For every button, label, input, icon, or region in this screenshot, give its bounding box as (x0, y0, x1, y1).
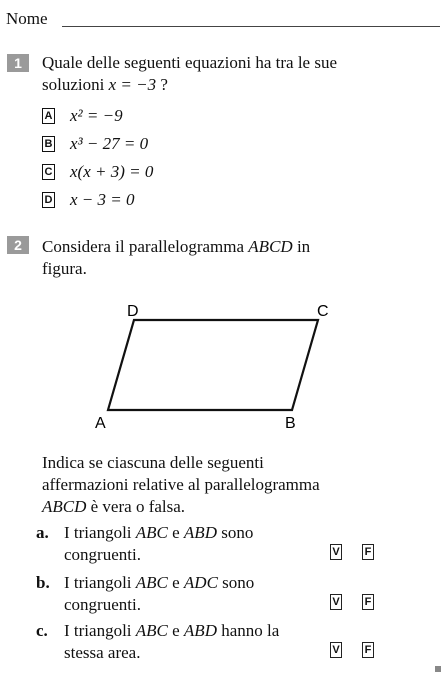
statement-b-connector: e (167, 573, 184, 592)
vertex-label-b: B (285, 415, 296, 432)
statement-b-false-checkbox[interactable]: F (362, 594, 374, 610)
statement-c-letter: c. (36, 621, 48, 640)
statement-c-triangle-2: ABD (183, 621, 217, 640)
statement-c-verb: hanno la (216, 621, 280, 640)
question-2-line-1 (42, 236, 437, 258)
option-b-equation: x³ − 27 = 0 (70, 134, 149, 153)
question-2-prefix: Considera il parallelogramma (42, 237, 249, 256)
statement-a-line-1 (64, 522, 324, 544)
question-1-text (42, 52, 437, 96)
option-c-equation: x(x + 3) = 0 (70, 162, 154, 181)
question-2-text (42, 236, 437, 280)
option-b-badge[interactable]: B (42, 136, 55, 152)
instructions-line-3 (42, 496, 437, 518)
statement-b-intro: I triangoli (64, 573, 136, 592)
vertex-label-a: A (95, 415, 106, 432)
statement-b-triangle-2: ADC (183, 573, 218, 592)
statement-b-text (64, 572, 324, 616)
question-2-suffix: in (292, 237, 311, 256)
statement-c-triangle-1: ABC (135, 621, 168, 640)
instructions (42, 452, 437, 518)
statement-a-text (64, 522, 324, 566)
instructions-line-1: Indica se ciascuna delle seguenti (42, 453, 264, 472)
option-d-badge[interactable]: D (42, 192, 55, 208)
question-1-solution: x = −3 (108, 75, 157, 94)
question-2-shape-name: ABCD (248, 237, 293, 256)
question-1-suffix: ? (156, 75, 168, 94)
statement-a-connector: e (167, 523, 184, 542)
vertex-label-c: C (317, 303, 329, 320)
option-c-badge[interactable]: C (42, 164, 55, 180)
vertex-label-d: D (127, 303, 139, 320)
statement-b-triangle-1: ABC (135, 573, 168, 592)
statement-a-intro: I triangoli (64, 523, 136, 542)
question-1-prefix: soluzioni (42, 75, 109, 94)
question-1-line-2 (42, 74, 437, 96)
question-1-number: 1 (7, 54, 29, 72)
parallelogram-figure (80, 292, 350, 442)
statement-c-false-checkbox[interactable]: F (362, 642, 374, 658)
statement-c-line-2: stessa area. (64, 643, 141, 662)
statement-a-line-2: congruenti. (64, 545, 141, 564)
name-line[interactable] (62, 26, 440, 27)
option-a-equation: x² = −9 (70, 106, 123, 125)
statement-a-verb: sono (216, 523, 254, 542)
option-d-equation: x − 3 = 0 (70, 190, 135, 209)
instructions-line-2: affermazioni relative al parallelogramma (42, 475, 320, 494)
statement-b-letter: b. (36, 573, 50, 592)
parallelogram-shape (108, 320, 318, 410)
name-label: Nome (6, 9, 48, 28)
statement-a-letter: a. (36, 523, 49, 542)
statement-b-line-1 (64, 572, 324, 594)
statement-c-connector: e (167, 621, 184, 640)
statement-c-true-checkbox[interactable]: V (330, 642, 342, 658)
option-a-badge[interactable]: A (42, 108, 55, 124)
statement-b-verb: sono (217, 573, 255, 592)
end-marker (435, 666, 441, 672)
statement-b-line-2: congruenti. (64, 595, 141, 614)
question-1-line-1: Quale delle seguenti equazioni ha tra le sue (42, 53, 338, 72)
statement-c-text (64, 620, 324, 664)
instructions-shape-name: ABCD (42, 497, 87, 516)
statement-a-triangle-2: ABD (183, 523, 217, 542)
instructions-suffix: è vera o falsa. (86, 497, 186, 516)
statement-b-true-checkbox[interactable]: V (330, 594, 342, 610)
question-2-number: 2 (7, 236, 29, 254)
statement-a-true-checkbox[interactable]: V (330, 544, 342, 560)
statement-a-triangle-1: ABC (135, 523, 168, 542)
question-2-line-2: figura. (42, 259, 87, 278)
statement-c-intro: I triangoli (64, 621, 136, 640)
statement-a-false-checkbox[interactable]: F (362, 544, 374, 560)
statement-c-line-1 (64, 620, 324, 642)
